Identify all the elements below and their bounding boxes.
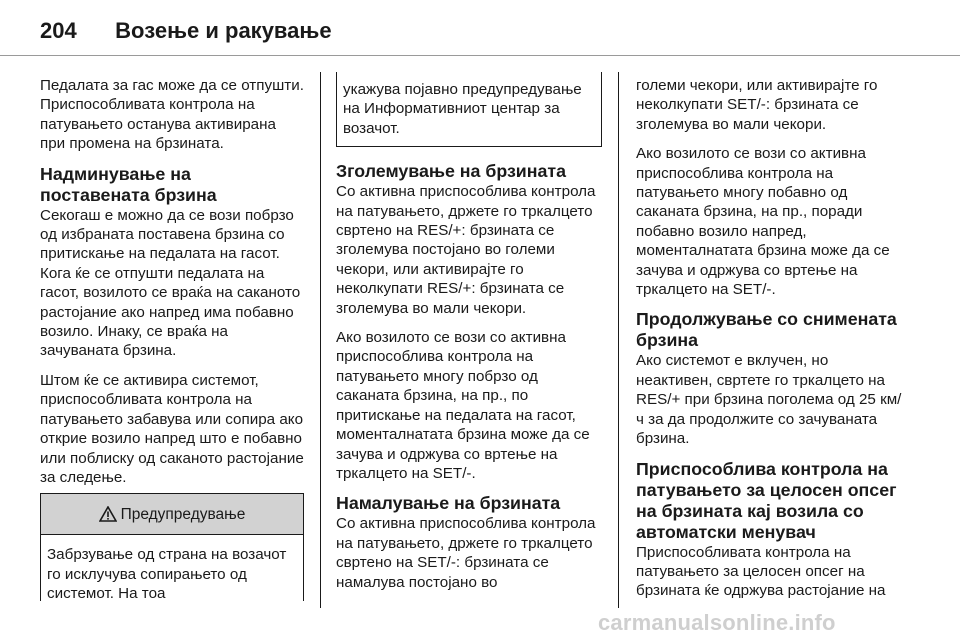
section-heading: Зголемување на брзината <box>336 161 566 182</box>
section-heading: Приспособлива контрола на патувањето за целосен опсег на брзината кај возила со автоматски менувач <box>636 458 897 542</box>
warning-box-continued <box>336 72 602 147</box>
header-rule <box>0 55 960 56</box>
paragraph: Со активна приспособлива контрола на патувањето, држете го тркалцето свртено на RES/+: брзината се зголемува постојано во големи чекори, или активирајте го неколкупати RES/+: брзината се зголемува во мали чекори. <box>336 183 596 317</box>
paragraph: Секогаш е можно да се вози побрзо од избраната поставена брзина со притискање на педалата на гасот. Кога ќе се отпушти педалата на гасот, возилото се враќа на саканото растојание ако напред има побавно возило. Инаку, се враќа на зачуваната брзина. <box>40 206 301 360</box>
column-2 <box>336 72 602 592</box>
paragraph: Ако возилото се вози со активна приспособлива контрола на патувањето многу побавно од саканата брзина, на пр., поради побавно возило напред, моменталнатата брзина може да се зачува и одржува со вртење на тркалцето на SET/-. <box>636 145 890 299</box>
paragraph: големи чекори, или активирајте го неколкупати SET/-: брзината се зголемува во мали чекори. <box>636 77 878 133</box>
page-header <box>40 18 332 48</box>
warning-title: Предупредување <box>120 505 246 523</box>
column-divider-1 <box>320 72 321 608</box>
section-heading: Намалување на брзината <box>336 493 561 514</box>
column-1 <box>40 76 304 601</box>
paragraph: Педалата за гас може да се отпушти. Приспособливата контрола на патувањето останува активирана при промена на брзината. <box>40 77 304 153</box>
paragraph: Ако возилото се вози со активна приспособлива контрола на патувањето многу побрзо од саканата брзина, на пр., по притискање на педалата на гасот, моменталнатата брзина може да се зачува и одржува со вртење на тркалцето на SET/-. <box>336 329 590 482</box>
warning-body: Забрзување од страна на возачот го исклучува сопирањето од системот. На тоа <box>47 546 287 602</box>
warning-triangle-icon <box>99 506 117 522</box>
warning-box-header <box>41 494 303 535</box>
column-divider-2 <box>618 72 619 608</box>
page-number: 204 <box>40 18 77 43</box>
section-heading: Продолжување со снимената брзина <box>636 309 897 351</box>
column-3 <box>636 76 906 601</box>
watermark: carmanualsonline.info <box>598 610 836 635</box>
paragraph: Приспособливата контрола на патувањето за целосен опсег на брзината ќе одржува растојание на <box>636 543 886 600</box>
paragraph: Со активна приспособлива контрола на патувањето, држете го тркалцето свртено на SET/-: брзината се намалува постојано во <box>336 515 596 591</box>
section-heading: Надминување на поставената брзина <box>40 163 217 205</box>
warning-body-continued: укажува појавно предупредување на Информативниот центар за возачот. <box>343 81 582 137</box>
page-title: Возење и ракување <box>115 18 332 43</box>
paragraph: Ако системот е вклучен, но неактивен, свртете го тркалцето на RES/+ при брзина поголема од 25 км/ч за да продолжите со зачуваната брзина. <box>636 352 902 448</box>
warning-box <box>40 493 304 601</box>
paragraph: Штом ќе се активира системот, приспособливата контрола на патувањето забавува или сопира ако открие возило напред што е побавно или поблиску од саканото растојание за следење. <box>40 371 304 486</box>
